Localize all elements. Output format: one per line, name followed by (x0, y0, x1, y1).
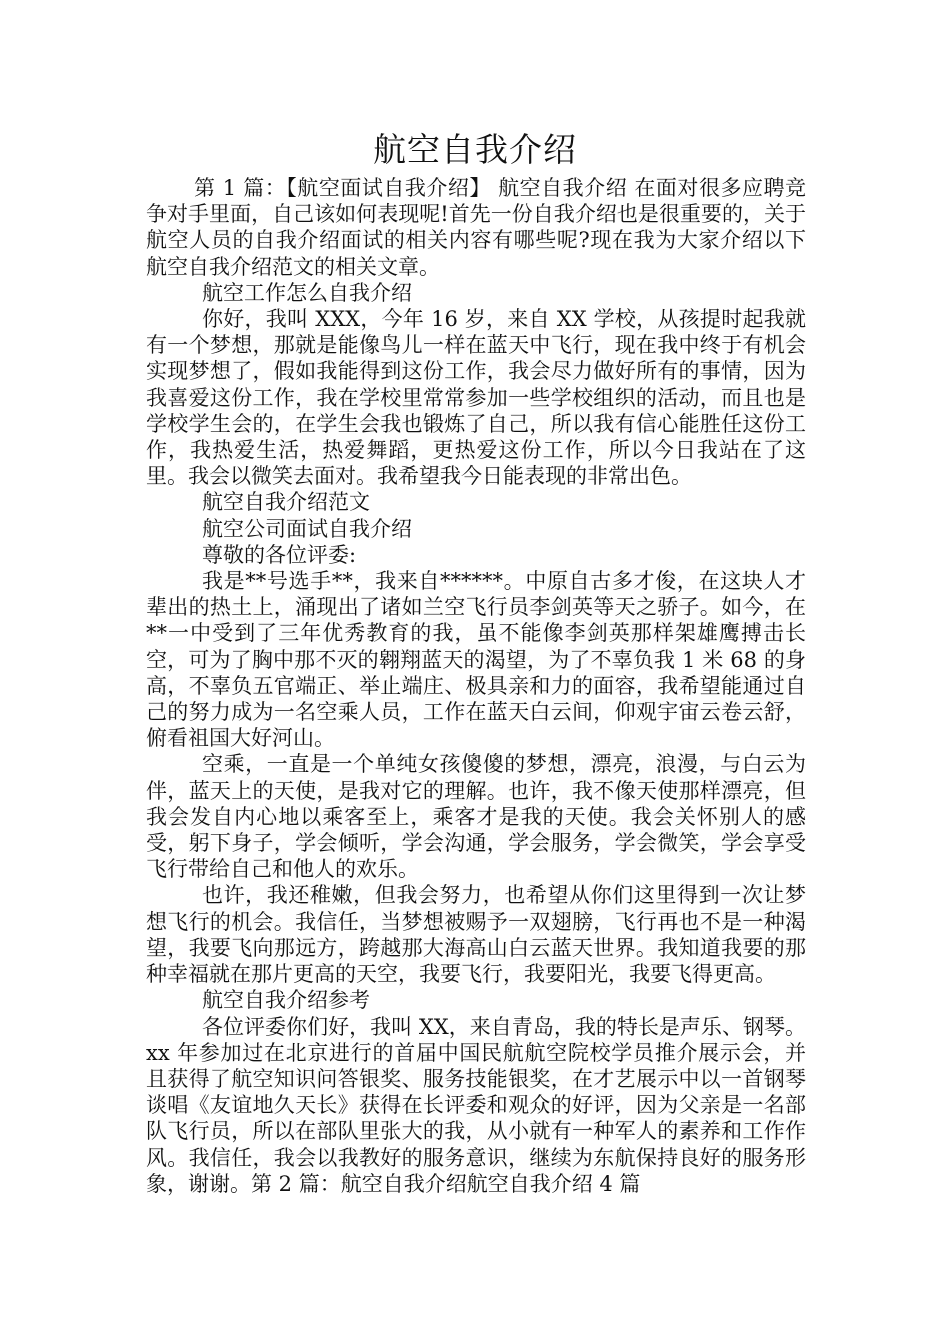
section-heading: 航空自我介绍参考 (202, 988, 370, 1013)
paragraph: 我是**号选手**，我来自******。中原自古多才俊，在这块人才辈出的热土上，涌现出了诸如兰空飞行员李剑英等天之骄子。如今，在**一中受到了三年优秀教育的我，虽不能像李剑英那样架雄鹰搏击长空，可为了胸中那不灭的翱翔蓝天的渴望，为了不辜负我 1 米 68 的身高，不辜负五官端正、举止端庄、极具亲和力的面容，我希望能通过自己的努力成为一名空乘人员，工作在蓝天白云间，仰观宇宙云卷云舒，俯看祖国大好河山。 (146, 569, 806, 751)
document-body (146, 175, 806, 1197)
document-title: 航空自我介绍 (373, 130, 577, 169)
paragraph-intro: 第 1 篇：【航空面试自我介绍】 航空自我介绍 在面对很多应聘竞争对手里面，自己该如何表现呢!首先一份自我介绍也是很重要的，关于航空人员的自我介绍面试的相关内容有哪些呢?现在我为大家介绍以下航空自我介绍范文的相关文章。 (146, 176, 806, 279)
paragraph: 各位评委你们好，我叫 XX，来自青岛，我的特长是声乐、钢琴。xx 年参加过在北京进行的首届中国民航航空院校学员推介展示会，并且获得了航空知识问答银奖、服务技能银奖，在才艺展示中以一首钢琴谈唱《友谊地久天长》获得在长评委和观众的好评，因为父亲是一名部队飞行员，所以在部队里张大的我，从小就有一种军人的素养和工作作风。我信任，我会以我教好的服务意识，继续为东航保持良好的服务形象，谢谢。第 2 篇：航空自我介绍航空自我介绍 4 篇 (146, 1014, 806, 1196)
section-heading: 航空公司面试自我介绍 (202, 516, 412, 541)
section-heading: 航空工作怎么自我介绍 (202, 280, 412, 305)
paragraph: 空乘，一直是一个单纯女孩傻傻的梦想，漂亮，浪漫，与白云为伴，蓝天上的天使，是我对它的理解。也许，我不像天使那样漂亮，但我会发自内心地以乘客至上，乘客才是我的天使。我会关怀别人的感受，躬下身子，学会倾听，学会沟通，学会服务，学会微笑，学会享受飞行带给自己和他人的欢乐。 (146, 752, 806, 882)
paragraph: 你好，我叫 XXX，今年 16 岁，来自 XX 学校，从孩提时起我就有一个梦想，那就是能像鸟儿一样在蓝天中飞行，现在我中终于有机会实现梦想了，假如我能得到这份工作，我会尽力做好所有的事情，因为我喜爱这份工作，我在学校里常常参加一些学校组织的活动，而且也是学校学生会的，在学生会我也锻炼了自己，所以我有信心能胜任这份工作，我热爱生活，热爱舞蹈，更热爱这份工作，所以今日我站在了这里。我会以微笑去面对。我希望我今日能表现的非常出色。 (146, 307, 806, 489)
section-heading: 航空自我介绍范文 (202, 490, 370, 515)
salutation: 尊敬的各位评委: (202, 542, 357, 567)
paragraph: 也许，我还稚嫩，但我会努力，也希望从你们这里得到一次让梦想飞行的机会。我信任，当梦想被赐予一双翅膀，飞行再也不是一种渴望，我要飞向那远方，跨越那大海高山白云蓝天世界。我知道我要的那种幸福就在那片更高的天空，我要飞行，我要阳光，我要飞得更高。 (146, 883, 806, 987)
